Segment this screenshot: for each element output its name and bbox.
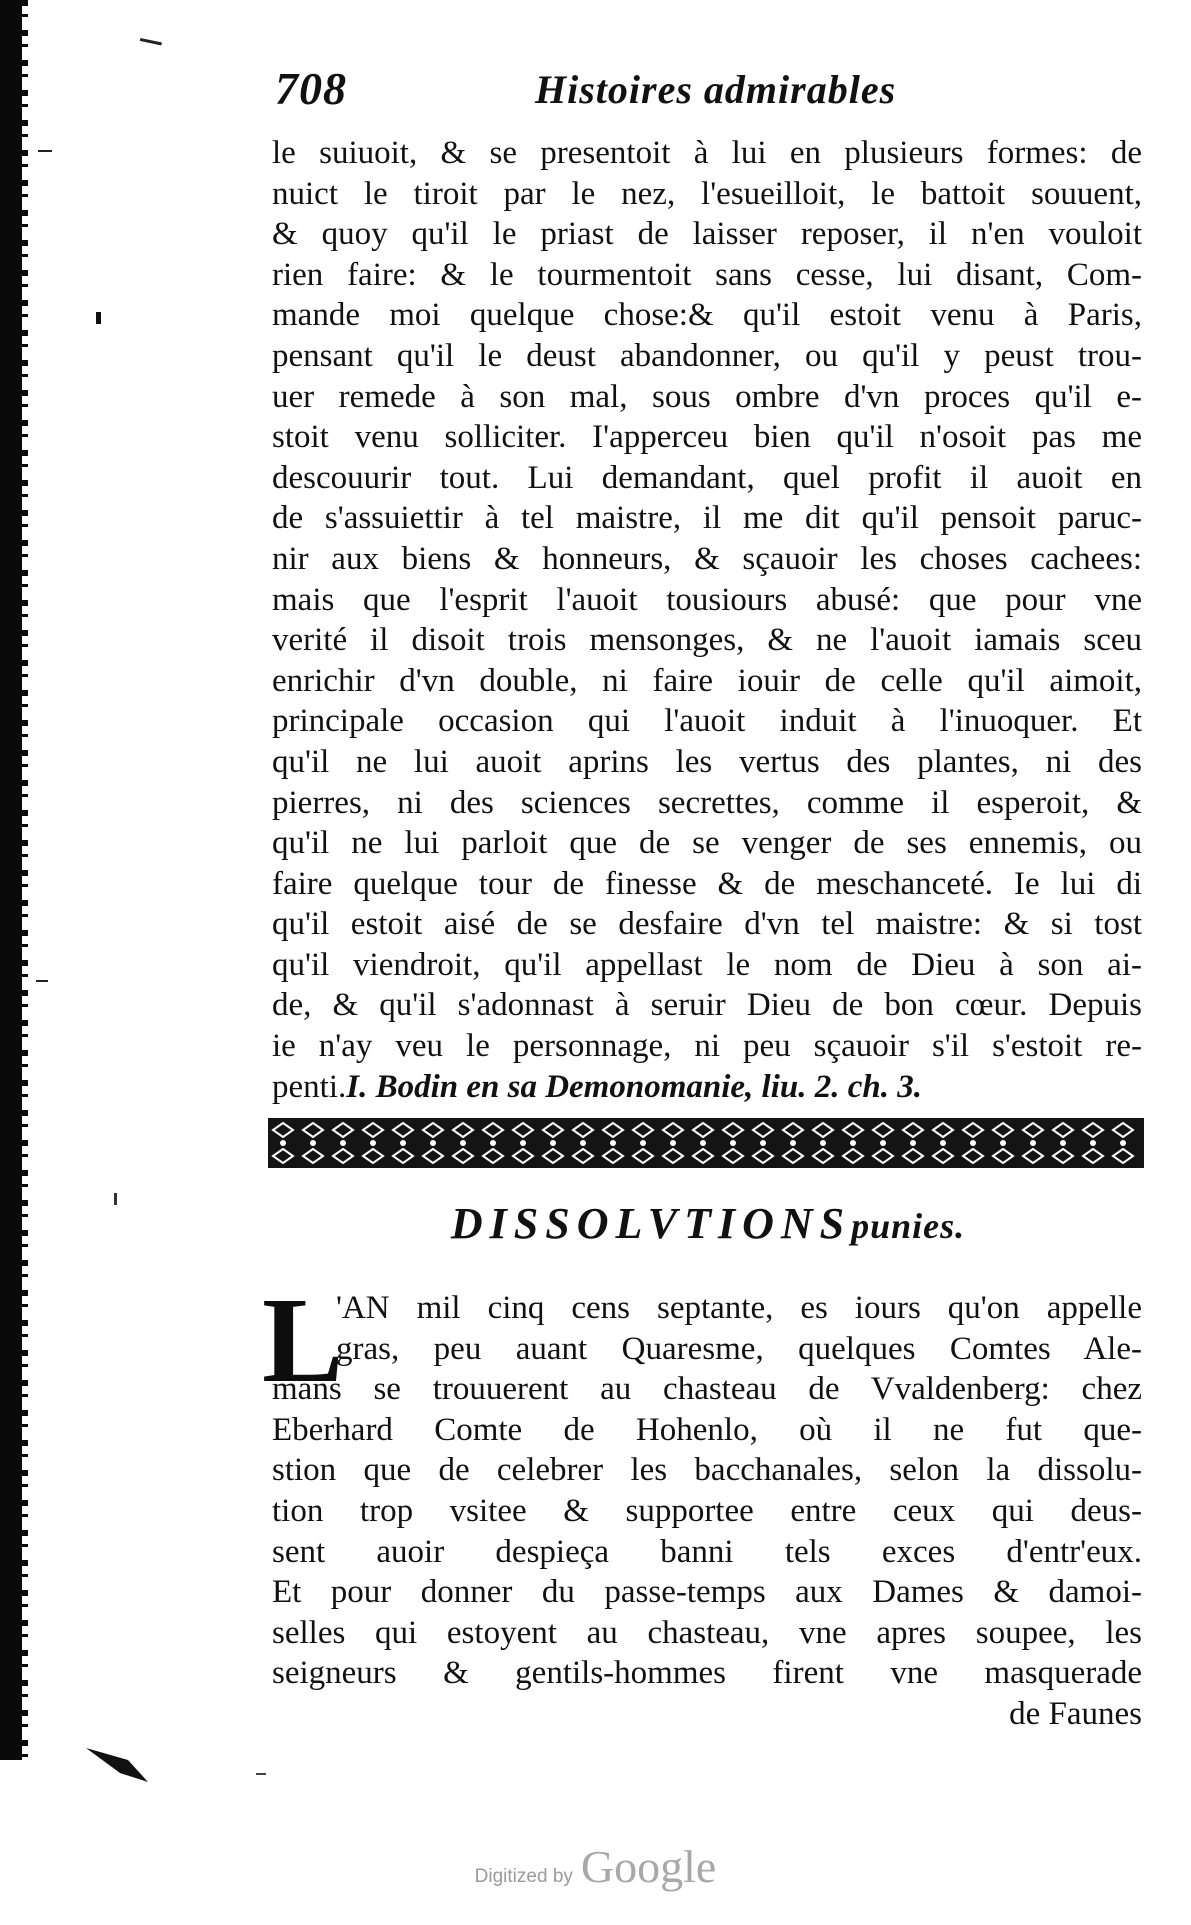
- section-title: [270, 1198, 1146, 1249]
- text-line: enrichir d'vn double, ni faire iouir de celle qu'il aimoit,: [272, 662, 1142, 699]
- section-title-small: punies.: [851, 1206, 966, 1246]
- drop-cap: L: [262, 1273, 344, 1408]
- text-line: nuict le tiroit par le nez, l'esueilloit, le battoit souuent,: [272, 175, 1142, 212]
- body-text-upper: [272, 133, 1142, 1107]
- text-line: qu'il ne lui parloit que de se venger de ses ennemis, ou: [272, 825, 1142, 862]
- digitized-watermark: [0, 1840, 1191, 1893]
- text-line: & quoy qu'il le priast de laisser reposer, il n'en vouloit: [272, 216, 1142, 253]
- running-title: Histoires admirables: [535, 67, 897, 112]
- text-line: ie n'ay veu le personnage, ni peu sçauoir s'il s'estoit re-: [272, 1028, 1142, 1065]
- text-line: de s'assuiettir à tel maistre, il me dit qu'il pensoit paruc-: [272, 500, 1142, 537]
- text-line: selles qui estoyent au chasteau, vne apres soupee, les: [272, 1614, 1142, 1651]
- text-line: qu'il estoit aisé de se desfaire d'vn tel maistre: & si tost: [272, 906, 1142, 943]
- text-line: seigneurs & gentils-hommes firent vne masquerade: [272, 1655, 1142, 1692]
- text-line: mande moi quelque chose:& qu'il estoit venu à Paris,: [272, 297, 1142, 334]
- body-text-lower: [272, 1288, 1142, 1735]
- text-line-final: [272, 1067, 1142, 1108]
- text-line: Eberhard Comte de Hohenlo, où il ne fut que-: [272, 1411, 1142, 1448]
- text-line: rien faire: & le tourmentoit sans cesse, lui disant, Com-: [272, 256, 1142, 293]
- text-line: uer remede à son mal, sous ombre d'vn proces qu'il e-: [272, 378, 1142, 415]
- text-line: qu'il ne lui auoit aprins les vertus des plantes, ni des: [272, 743, 1142, 780]
- text-line: verité il disoit trois mensonges, & ne l'auoit iamais sceu: [272, 622, 1142, 659]
- text-line: Et pour donner du passe-temps aux Dames & damoi-: [272, 1574, 1142, 1611]
- text-line: nir aux biens & honneurs, & sçauoir les choses cachees:: [272, 540, 1142, 577]
- ornamental-divider: [268, 1118, 1144, 1168]
- scan-spine-ragged-edge: [18, 0, 28, 1760]
- text-line: le suiuoit, & se presentoit à lui en plusieurs formes: de: [272, 135, 1142, 171]
- text-line: mais que l'esprit l'auoit tousiours abusé: que pour vne: [272, 581, 1142, 618]
- text-line: qu'il viendroit, qu'il appellast le nom de Dieu à son ai-: [272, 946, 1142, 983]
- text-line: principale occasion qui l'auoit induit à l'inuoquer. Et: [272, 703, 1142, 740]
- text-line: faire quelque tour de finesse & de meschanceté. Ie lui di: [272, 865, 1142, 902]
- text-line: descouurir tout. Lui demandant, quel profit il auoit en: [272, 459, 1142, 496]
- text-line: tion trop vsitee & supportee entre ceux qui deus-: [272, 1492, 1142, 1529]
- section-title-caps: DISSOLVTIONS: [450, 1199, 852, 1248]
- page-header: [275, 62, 1145, 122]
- text-line: sent auoir despieça banni tels exces d'entr'eux.: [272, 1533, 1142, 1570]
- source-citation: I. Bodin en sa Demonomanie, liu. 2. ch. 3.: [346, 1068, 922, 1105]
- page-number: 708: [275, 63, 347, 114]
- text-line: mans se trouuerent au chasteau de Vvaldenberg: chez: [272, 1371, 1142, 1408]
- final-word: penti.: [272, 1068, 347, 1105]
- text-line: stoit venu solliciter. I'apperceu bien qu'il n'osoit pas me: [272, 419, 1142, 456]
- text-line: pierres, ni des sciences secrettes, comme il esperoit, &: [272, 784, 1142, 821]
- text-line: pensant qu'il le deust abandonner, ou qu'il y peust trou-: [272, 337, 1142, 374]
- google-logo-text: Google: [580, 1841, 717, 1892]
- text-line: 'AN mil cinq cens septante, es iours qu'on appelle: [336, 1290, 1142, 1326]
- digitized-by-label: Digitized by: [474, 1866, 573, 1887]
- text-line: de, & qu'il s'adonnast à seruir Dieu de bon cœur. Depuis: [272, 987, 1142, 1024]
- text-line: gras, peu auant Quaresme, quelques Comtes Ale-: [336, 1330, 1142, 1367]
- catchword: de Faunes: [1009, 1695, 1142, 1732]
- text-line: stion que de celebrer les bacchanales, selon la dissolu-: [272, 1452, 1142, 1489]
